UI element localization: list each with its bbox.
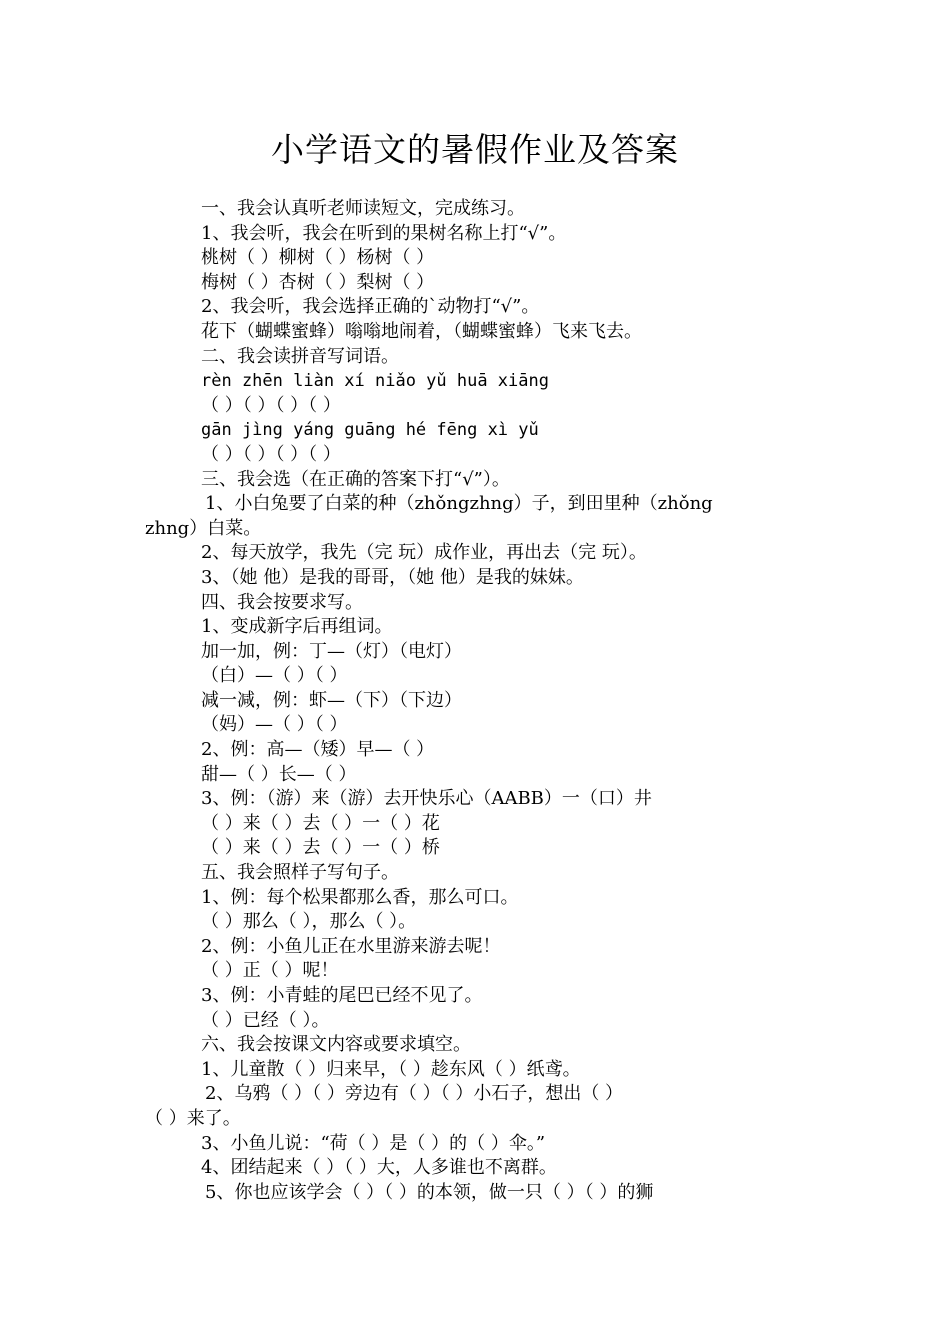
text-line: zhng）白菜。: [145, 517, 262, 539]
text-line: （ ）那么（ ），那么（ ）。: [201, 911, 417, 933]
text-line: 1、变成新字后再组词。: [201, 616, 393, 638]
text-line: 减一减，例：虾—（下）（下边）: [201, 689, 462, 711]
text-line: 2、例：小鱼儿正在水里游来游去呢！: [201, 935, 501, 957]
text-line: （ ）来（ ）去（ ）一（ ）花: [201, 812, 440, 834]
text-line: （ ）正（ ）呢！: [201, 960, 339, 982]
text-line: 3、小鱼儿说：“荷（ ）是（ ）的（ ）伞。”: [201, 1132, 546, 1154]
text-line: 甜—（ ）长—（ ）: [201, 763, 357, 785]
text-line: （ ）来了。: [145, 1107, 241, 1129]
text-line: （ ）来（ ）去（ ）一（ ）桥: [201, 837, 440, 859]
text-line: 五、我会照样子写句子。: [201, 862, 399, 884]
text-line: 四、我会按要求写。: [201, 591, 363, 613]
text-line: 二、我会读拼音写词语。: [201, 345, 399, 367]
text-line: 花下（蝴蝶蜜蜂）嗡嗡地闹着，（蝴蝶蜜蜂）飞来飞去。: [201, 320, 642, 342]
text-line: 2、乌鸦（ ）（ ）旁边有（ ）（ ）小石子，想出（ ）: [205, 1083, 624, 1105]
text-line: （ ）（ ）（ ）（ ）: [201, 443, 341, 465]
text-line: 4、团结起来（ ）（ ）大，人多谁也不离群。: [201, 1157, 557, 1179]
text-line: （ ）已经（ ）。: [201, 1009, 330, 1031]
text-line: gān jìng yáng guāng hé fēng xì yǔ: [201, 420, 539, 441]
text-line: rèn zhēn liàn xí niǎo yǔ huā xiāng: [201, 371, 549, 392]
text-line: 1、小白兔要了白菜的种（zhǒngzhng）子，到田里种（zhǒng: [205, 493, 713, 515]
text-line: 1、例：每个松果都那么香，那么可口。: [201, 886, 519, 908]
text-line: 桃树（ ）柳树（ ）杨树（ ）: [201, 247, 435, 269]
text-line: 5、你也应该学会（ ）（ ）的本领，做一只（ ）（ ）的狮: [205, 1181, 654, 1203]
text-line: （ ）（ ）（ ）（ ）: [201, 394, 341, 416]
text-line: （白）—（ ）（ ）: [201, 665, 348, 687]
text-line: 六、我会按课文内容或要求填空。: [201, 1034, 471, 1056]
text-line: 2、每天放学，我先（完 玩）成作业，再出去（完 玩）。: [201, 542, 647, 564]
text-line: 加一加，例：丁—（灯）（电灯）: [201, 640, 462, 662]
text-line: 1、我会听，我会在听到的果树名称上打“√”。: [201, 222, 567, 244]
text-line: 1、儿童散（ ）归来早，（ ）趁东风（ ）纸鸢。: [201, 1058, 581, 1080]
text-line: 3、例：小青蛙的尾巴已经不见了。: [201, 985, 483, 1006]
text-line: （妈）—（ ）（ ）: [201, 714, 348, 736]
text-line: 3、（她 他）是我的哥哥，（她 他）是我的妹妹。: [201, 566, 584, 588]
document-body: [145, 197, 810, 1205]
text-line: 一、我会认真听老师读短文，完成练习。: [201, 198, 525, 219]
text-line: 3、例：（游）来（游）去开快乐心（AABB）一（口）井: [201, 788, 652, 810]
text-line: 三、我会选（在正确的答案下打“√”）。: [201, 468, 510, 490]
text-line: 梅树（ ）杏树（ ）梨树（ ）: [201, 271, 435, 293]
text-line: 2、例：高—（矮）早—（ ）: [201, 739, 435, 761]
text-line: 2、我会听，我会选择正确的`动物打“√”。: [201, 296, 540, 318]
document-title: 小学语文的暑假作业及答案: [271, 130, 679, 169]
